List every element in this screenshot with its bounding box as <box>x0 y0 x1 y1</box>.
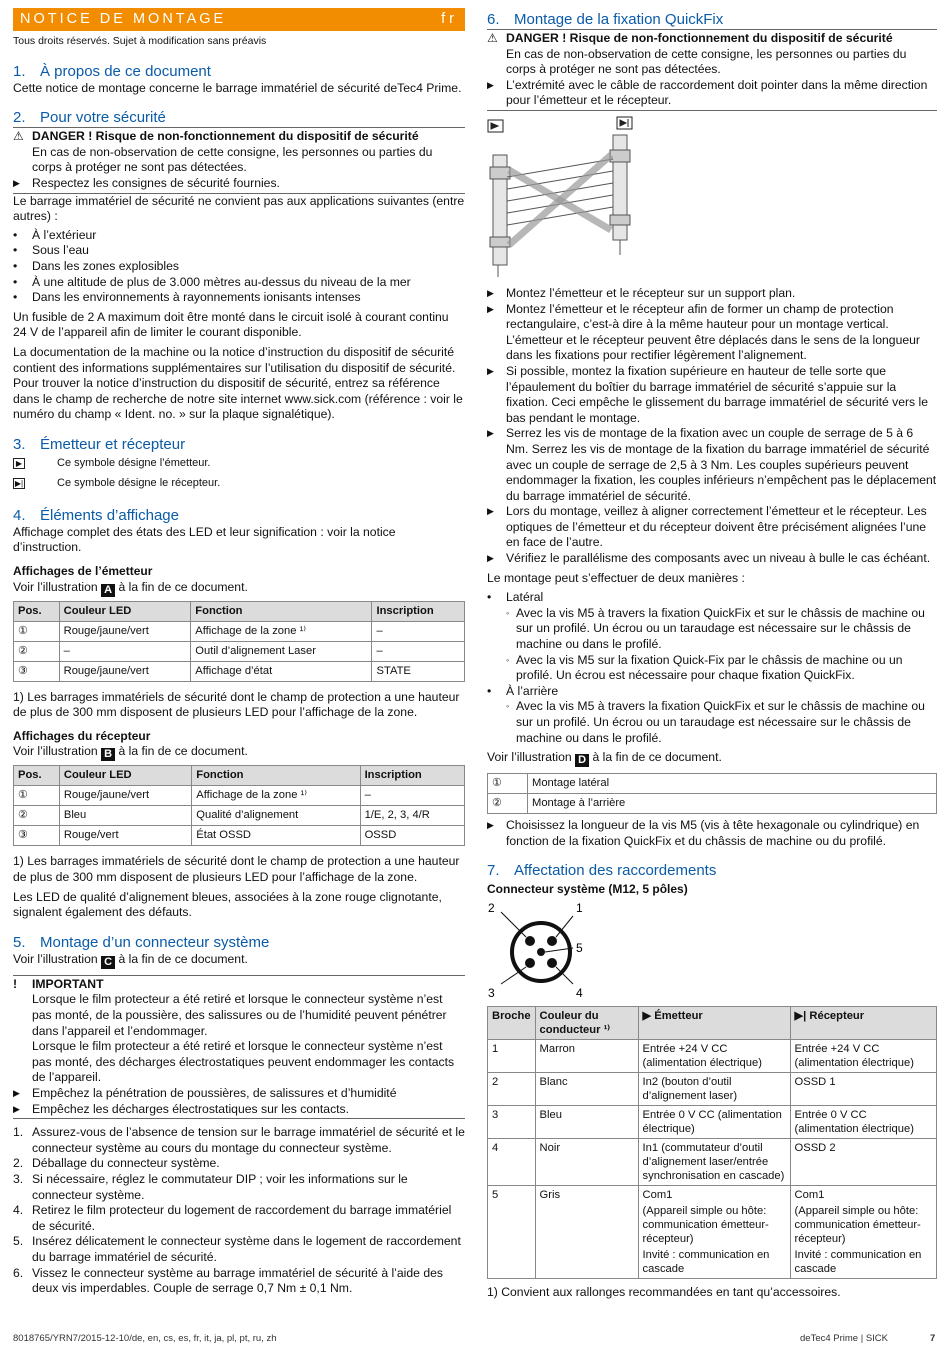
table-cell: 3 <box>488 1105 536 1138</box>
action-item <box>487 551 937 567</box>
table-cell: Rouge/jaune/vert <box>59 786 191 806</box>
blue-led-text: Les LED de qualité d’alignement bleues, associées à la zone rouge clignotante, signalent également des défauts. <box>13 889 442 920</box>
step-number: 1. <box>13 1125 24 1140</box>
danger-text-2: En cas de non-observation de cette consigne, les personnes ou parties du corps à protéger ne sont pas détectées. <box>506 46 907 77</box>
emitter-see-ref: Voir l’illustration A à la fin de ce document. <box>13 579 248 596</box>
cell-line: Com1 <box>794 1188 825 1201</box>
table-cell: Entrée 0 V CC (alimentation électrique) <box>638 1105 790 1138</box>
table-header: Pos. <box>14 601 60 621</box>
table-cell: STATE <box>372 661 465 681</box>
pin-label-4: 4 <box>576 985 583 1000</box>
receiver-led-table <box>13 765 465 846</box>
s6-see-ref: Voir l’illustration D à la fin de ce document. <box>487 750 722 767</box>
danger-box <box>13 127 465 193</box>
action-text: Lors du montage, veillez à aligner correctement l’émetteur et le récepteur. Les optiques de l’émetteur et du récepteur doivent être précisément alignées l’une en face de l’autre. <box>506 504 927 550</box>
pin-label-2: 2 <box>488 900 495 915</box>
table-header: Inscription <box>372 601 465 621</box>
s2-p1: Un fusible de 2 A maximum doit être monté dans le circuit isolé à courant continu 24 V de l’appareil afin de limiter le courant disponible. <box>13 309 449 340</box>
action-text: Montez l’émetteur et le récepteur sur un support plan. <box>506 285 796 300</box>
important-action-1: Empêchez la pénétration de poussières, de salissures et d’humidité <box>32 1085 397 1100</box>
header-title: NOTICE DE MONTAGE <box>20 10 227 27</box>
table-cell: Rouge/jaune/vert <box>59 621 191 641</box>
arrow-icon: ▶ <box>487 428 494 439</box>
pin-label-3: 3 <box>488 985 495 1000</box>
light-curtain-illustration <box>487 115 937 280</box>
list-item-text: Dans les zones explosibles <box>32 258 180 273</box>
table-cell: Entrée +24 V CC (alimentation électrique) <box>790 1039 936 1072</box>
important-box <box>13 975 465 1119</box>
emitter-symbol-text: Ce symbole désigne l’émetteur. <box>57 457 211 470</box>
table-header: Pos. <box>14 766 60 786</box>
back-label: À l’arrière <box>506 683 559 698</box>
table-cell: 1 <box>488 1039 536 1072</box>
table-cell: Entrée 0 V CC (alimentation électrique) <box>790 1105 936 1138</box>
list-item-text: À l’extérieur <box>32 227 97 242</box>
danger-title-2: DANGER ! Risque de non-fonctionnement du dispositif de sécurité <box>506 31 893 45</box>
section-1-text: Cette notice de montage concerne le barrage immatériel de sécurité deTec4 Prime. <box>13 80 462 95</box>
table-row <box>488 794 937 814</box>
lateral-option-2: Avec la vis M5 sur la fixation Quick-Fix par le châssis de machine ou un profilé. Un écrou est nécessaire pour chaque fixation QuickFix. <box>516 652 903 683</box>
pin-2 <box>525 936 535 946</box>
action-item <box>487 286 937 302</box>
table-header: Couleur LED <box>59 766 191 786</box>
important-text-2: Lorsque le film protecteur a été retiré et lorsque le connecteur système n’est pas monté, des décharges électrostatiques peuvent endommager les contacts de l’appareil. <box>32 1039 455 1085</box>
s2-intro: Le barrage immatériel de sécurité ne convient pas aux applications suivantes (entre autres) : <box>13 193 465 224</box>
left-column <box>13 8 465 1297</box>
table-cell: ③ <box>14 826 60 846</box>
emitter-note: 1) Les barrages immatériels de sécurité dont le champ de protection a une hauteur de plus de 300 mm disposent de plusieurs LED pour l’affichage de la zone. <box>13 689 460 720</box>
s5-steps <box>13 1125 465 1297</box>
lateral-option-1: Avec la vis M5 à travers la fixation QuickFix et sur le châssis de machine ou sur un profilé. Un écrou ou un taraudage est nécessaire sur le châssis de machine ou dans le profilé. <box>516 605 925 652</box>
right-column <box>487 8 937 1301</box>
list-item: • À l’extérieur <box>13 227 97 242</box>
section-5-title: 5. Montage d’un connecteur système <box>13 933 270 951</box>
list-item: • Latéral <box>487 590 544 605</box>
action-item <box>487 504 937 551</box>
action-item <box>487 302 937 364</box>
table-row <box>14 826 465 846</box>
table-cell: 1/E, 2, 3, 4/R <box>360 806 464 826</box>
list-item: • À une altitude de plus de 3.000 mètres au-dessus du niveau de la mer <box>13 274 411 289</box>
step-item <box>13 1156 465 1172</box>
table-cell: Rouge/vert <box>59 826 191 846</box>
receiver-icon: ▶| <box>794 1009 810 1022</box>
table-cell: – <box>372 621 465 641</box>
emitter-icon: ▶ <box>642 1009 655 1022</box>
table-header: ▶| Récepteur <box>790 1006 936 1039</box>
receiver-see-ref: Voir l’illustration B à la fin de ce document. <box>13 744 248 761</box>
list-item-text: Dans les environnements à rayonnements ionisants intenses <box>32 290 361 305</box>
rights-text: Tous droits réservés. Sujet à modification sans préavis <box>13 35 267 47</box>
table-cell: Affichage de la zone ¹⁾ <box>192 786 360 806</box>
list-item: • Sous l’eau <box>13 243 89 258</box>
danger-action-2: L’extrémité avec le câble de raccordement doit pointer dans la même direction pour l’émetteur et le récepteur. <box>506 77 928 108</box>
emitter-icon: ▶ <box>13 458 25 469</box>
arrow-icon: ▶ <box>13 177 20 188</box>
table-header: Fonction <box>191 601 372 621</box>
arrow-icon: ▶ <box>487 506 494 517</box>
table-cell: – <box>372 641 465 661</box>
table-cell: – <box>360 786 464 806</box>
table-cell: ② <box>14 806 60 826</box>
arrow-icon: ▶ <box>13 1103 20 1114</box>
arrow-icon: ▶ <box>487 820 494 831</box>
footer-right: deTec4 Prime | SICK <box>800 1333 889 1344</box>
table-cell: 5 <box>488 1185 536 1278</box>
emitter-displays-title: Affichages de l’émetteur <box>13 564 153 579</box>
table-row <box>488 1185 937 1278</box>
danger-box-2 <box>487 29 937 111</box>
arrow-icon: ▶ <box>487 553 494 564</box>
arrow-icon: ▶ <box>487 303 494 314</box>
sub-item: ◦ Avec la vis M5 à travers la fixation QuickFix et sur le châssis de machine ou sur un profilé. Un écrou ou un taraudage est nécessaire sur le châssis de machine ou dans le profilé. <box>487 606 937 653</box>
table-row <box>488 1105 937 1138</box>
step-item <box>13 1125 465 1156</box>
table-cell: Qualité d’alignement <box>192 806 360 826</box>
arrow-icon: ▶ <box>487 365 494 376</box>
table-row <box>488 1039 937 1072</box>
table-cell: Rouge/jaune/vert <box>59 661 191 681</box>
footer-left: 8018765/YRN7/2015-12-10/de, en, cs, es, fr, it, ja, pl, pt, ru, zh <box>13 1333 277 1344</box>
important-icon: ! <box>13 976 18 991</box>
table-cell: Affichage d’état <box>191 661 372 681</box>
sub-item: ◦ Avec la vis M5 à travers la fixation QuickFix et sur le châssis de machine ou sur un profilé. Un écrou ou un taraudage est nécessaire sur le châssis de machine ou dans le profilé. <box>487 699 937 746</box>
receiver-note: 1) Les barrages immatériels de sécurité dont le champ de protection a une hauteur de plus de 300 mm disposent de plusieurs LED pour l’affichage de la zone. <box>13 854 460 885</box>
connector-title: Connecteur système (M12, 5 pôles) <box>487 882 688 897</box>
table-row <box>488 774 937 794</box>
table-cell: ① <box>14 621 60 641</box>
step-number: 2. <box>13 1156 24 1171</box>
cell-line: Invité : communication en cascade <box>794 1248 922 1275</box>
emitter-led-table <box>13 601 465 682</box>
table-cell: Montage à l’arrière <box>528 794 937 814</box>
step-number: 5. <box>13 1234 24 1249</box>
table-cell: État OSSD <box>192 826 360 846</box>
table-cell: Affichage de la zone ¹⁾ <box>191 621 372 641</box>
back-option-1: Avec la vis M5 à travers la fixation QuickFix et sur le châssis de machine ou sur un profilé. Un écrou ou un taraudage est nécessaire sur le châssis de machine ou dans le profilé. <box>516 699 925 745</box>
step-text: Assurez-vous de l’absence de tension sur le barrage immatériel de sécurité et le connecteur système au cours du montage du connecteur système. <box>32 1125 465 1155</box>
table-row <box>488 1138 937 1185</box>
table-row <box>14 641 465 661</box>
table-cell: 2 <box>488 1072 536 1105</box>
table-cell: OSSD <box>360 826 464 846</box>
action-text: Vérifiez le parallélisme des composants avec un niveau à bulle le cas échéant. <box>506 551 931 566</box>
s6-ways: Le montage peut s’effectuer de deux manières : <box>487 570 745 585</box>
action-item <box>487 364 937 426</box>
table-cell: ③ <box>14 661 60 681</box>
pin-note: 1) Convient aux rallonges recommandées en tant qu’accessoires. <box>487 1284 841 1299</box>
header-banner <box>13 8 465 31</box>
section-4-title: 4. Éléments d’affichage <box>13 506 179 524</box>
action-text: Serrez les vis de montage de la fixation avec un couple de serrage de 5 à 6 Nm. Serrez les vis de montage de la fixation du barrage immatériel de sécurité avec un couple de serrage de 2,5 à 3 Nm. Les couples supérieurs peuvent endommager la fixation, les couples inférieurs n’empêchent pas le déplacement du barrage immatériel de sécurité. <box>506 426 937 503</box>
sub-item: ◦ Avec la vis M5 sur la fixation Quick-Fix par le châssis de machine ou un profilé. Un écrou est nécessaire pour chaque fixation QuickFix. <box>487 653 937 684</box>
table-header: ▶ Émetteur <box>638 1006 790 1039</box>
table-row <box>14 806 465 826</box>
pin-4 <box>547 958 557 968</box>
step-text: Insérez délicatement le connecteur système dans le logement de raccordement du barrage immatériel de sécurité. <box>32 1234 461 1264</box>
step-text: Vissez le connecteur système au barrage immatériel de sécurité à l’aide des deux vis imperdables. Couple de serrage 0,7 Nm ± 0,1 Nm. <box>32 1265 443 1296</box>
table-cell: Noir <box>535 1138 638 1185</box>
list-item-text: À une altitude de plus de 3.000 mètres au-dessus du niveau de la mer <box>32 274 411 289</box>
receiver-displays-title: Affichages du récepteur <box>13 728 151 743</box>
pin-5 <box>537 948 545 956</box>
table-cell: ① <box>488 774 528 794</box>
danger-text: En cas de non-observation de cette consigne, les personnes ou parties du corps à protéger ne sont pas détectées. <box>32 144 433 175</box>
step-item <box>13 1266 465 1297</box>
arrow-icon: ▶ <box>13 1087 20 1098</box>
table-cell: OSSD 2 <box>790 1138 936 1185</box>
s2-p2: La documentation de la machine ou la notice d’instruction du dispositif de sécurité contient des informations supplémentaires sur l’utilisation du dispositif de sécurité. Pour trouver la notice d’instruction du dispositif de sécurité, entrez sa référence dans le champ de recherche de notre site internet www.sick.com (référence : voir le numéro du champ « Ident. no. » sur la plaque signalétique). <box>13 344 463 422</box>
step-number: 4. <box>13 1203 24 1218</box>
table-cell: Bleu <box>59 806 191 826</box>
table-cell: Gris <box>535 1185 638 1278</box>
table-cell: Montage latéral <box>528 774 937 794</box>
table-cell: In2 (bouton d’outil d’alignement laser) <box>638 1072 790 1105</box>
table-cell: Bleu <box>535 1105 638 1138</box>
header-lang: fr <box>441 10 458 27</box>
warning-icon: ⚠ <box>487 31 498 45</box>
table-cell: Marron <box>535 1039 638 1072</box>
section-1-title: 1. À propos de ce document <box>13 62 211 80</box>
cell-line: (Appareil simple ou hôte: communication émetteur-récepteur) <box>642 1204 769 1245</box>
important-text-1: Lorsque le film protecteur a été retiré et lorsque le connecteur système n’est pas monté, de la poussière, des salissures ou de l’humidité peuvent pénétrer dans l’appareil et l’endommager. <box>32 992 447 1038</box>
table-cell: Entrée +24 V CC (alimentation électrique) <box>638 1039 790 1072</box>
table-header: Broche <box>488 1006 536 1039</box>
receiver-icon: ▶| <box>14 479 24 489</box>
table-row <box>14 661 465 681</box>
table-row <box>14 621 465 641</box>
danger-title: DANGER ! Risque de non-fonctionnement du dispositif de sécurité <box>32 129 419 144</box>
pin-1 <box>547 936 557 946</box>
table-cell: 4 <box>488 1138 536 1185</box>
step-item <box>13 1203 465 1234</box>
action-text: Si possible, montez la fixation supérieure en hauteur de telle sorte que l’épaulement du boîtier du barrage immatériel de sécurité s’appuie sur la fixation. Ceci empêche le glissement du barrage immatériel de sécurité vers le bas pendant le montage. <box>506 363 929 425</box>
table-cell: ② <box>14 641 60 661</box>
pin-3 <box>525 958 535 968</box>
list-item-text: Sous l’eau <box>32 243 89 258</box>
s6-actions <box>487 286 937 567</box>
table-cell: ① <box>14 786 60 806</box>
action-item <box>487 426 937 504</box>
pin-label-5: 5 <box>576 940 583 955</box>
pin-assignment-table <box>487 1006 937 1279</box>
important-action-2: Empêchez les décharges électrostatiques sur les contacts. <box>32 1101 350 1116</box>
connector-pin-diagram <box>487 900 617 1000</box>
step-text: Retirez le film protecteur du logement de raccordement du barrage immatériel de sécurité. <box>32 1203 452 1233</box>
table-header: Couleur LED <box>59 601 191 621</box>
step-number: 6. <box>13 1265 24 1280</box>
table-header: Fonction <box>192 766 360 786</box>
section-2-title: 2. Pour votre sécurité <box>13 109 166 127</box>
s4-text: Affichage complet des états des LED et leur signification : voir la notice d’instruction. <box>13 524 396 555</box>
list-item: • À l’arrière <box>487 683 559 698</box>
table-header: Inscription <box>360 766 464 786</box>
list-item: • Dans les zones explosibles <box>13 258 180 273</box>
table-row <box>14 786 465 806</box>
table-cell <box>638 1185 790 1278</box>
page-number: 7 <box>930 1333 936 1344</box>
s2-list <box>13 228 465 306</box>
step-item <box>13 1234 465 1265</box>
arrow-icon: ▶ <box>487 79 494 90</box>
section-6-title: 6. Montage de la fixation QuickFix <box>487 11 724 28</box>
table-row <box>488 1072 937 1105</box>
table-cell: – <box>59 641 191 661</box>
step-text: Si nécessaire, réglez le commutateur DIP ; voir les informations sur le connecteur système. <box>32 1171 408 1202</box>
table-cell: Blanc <box>535 1072 638 1105</box>
table-header: Couleur du conducteur ¹⁾ <box>535 1006 638 1039</box>
step-text: Déballage du connecteur système. <box>32 1156 220 1171</box>
table-cell: ② <box>488 794 528 814</box>
list-item: • Dans les environnements à rayonnements ionisants intenses <box>13 290 361 305</box>
arrow-icon: ▶ <box>487 287 494 298</box>
cell-line: Invité : communication en cascade <box>642 1248 770 1275</box>
pin-label-1: 1 <box>576 900 583 915</box>
step-item <box>13 1172 465 1203</box>
section-3-title: 3. Émetteur et récepteur <box>13 435 186 453</box>
lateral-label: Latéral <box>506 590 544 605</box>
table-cell: OSSD 1 <box>790 1072 936 1105</box>
table-cell: In1 (commutateur d’outil d’alignement laser/entrée synchronisation en cascade) <box>638 1138 790 1185</box>
step-number: 3. <box>13 1171 24 1186</box>
final-action-text: Choisissez la longueur de la vis M5 (vis à tête hexagonale ou cylindrique) en fonction de la fixation QuickFix et du châssis de machine ou du profilé. <box>506 818 920 848</box>
section-7-title: 7. Affectation des raccordements <box>487 862 717 880</box>
table-cell: Outil d’alignement Laser <box>191 641 372 661</box>
cell-line: Com1 <box>642 1188 673 1201</box>
table-cell <box>790 1185 936 1278</box>
mounting-table <box>487 773 937 814</box>
danger-action: Respectez les consignes de sécurité fournies. <box>32 175 280 190</box>
s5-see-ref: Voir l’illustration C à la fin de ce document. <box>13 951 248 968</box>
important-title: IMPORTANT <box>32 976 104 991</box>
cell-line: (Appareil simple ou hôte: communication émetteur-récepteur) <box>794 1204 921 1245</box>
final-action <box>487 818 937 849</box>
warning-icon: ⚠ <box>13 129 24 144</box>
receiver-symbol-text: Ce symbole désigne le récepteur. <box>57 477 221 490</box>
action-text: Montez l’émetteur et le récepteur afin de former un champ de protection rectangulaire, c’est-à dire à la même hauteur pour un montage vertical. L’émetteur et le récepteur peuvent être déplacés dans le sens de la longueur dans les fixations pour rectifier légèrement l’alignement. <box>506 301 920 363</box>
